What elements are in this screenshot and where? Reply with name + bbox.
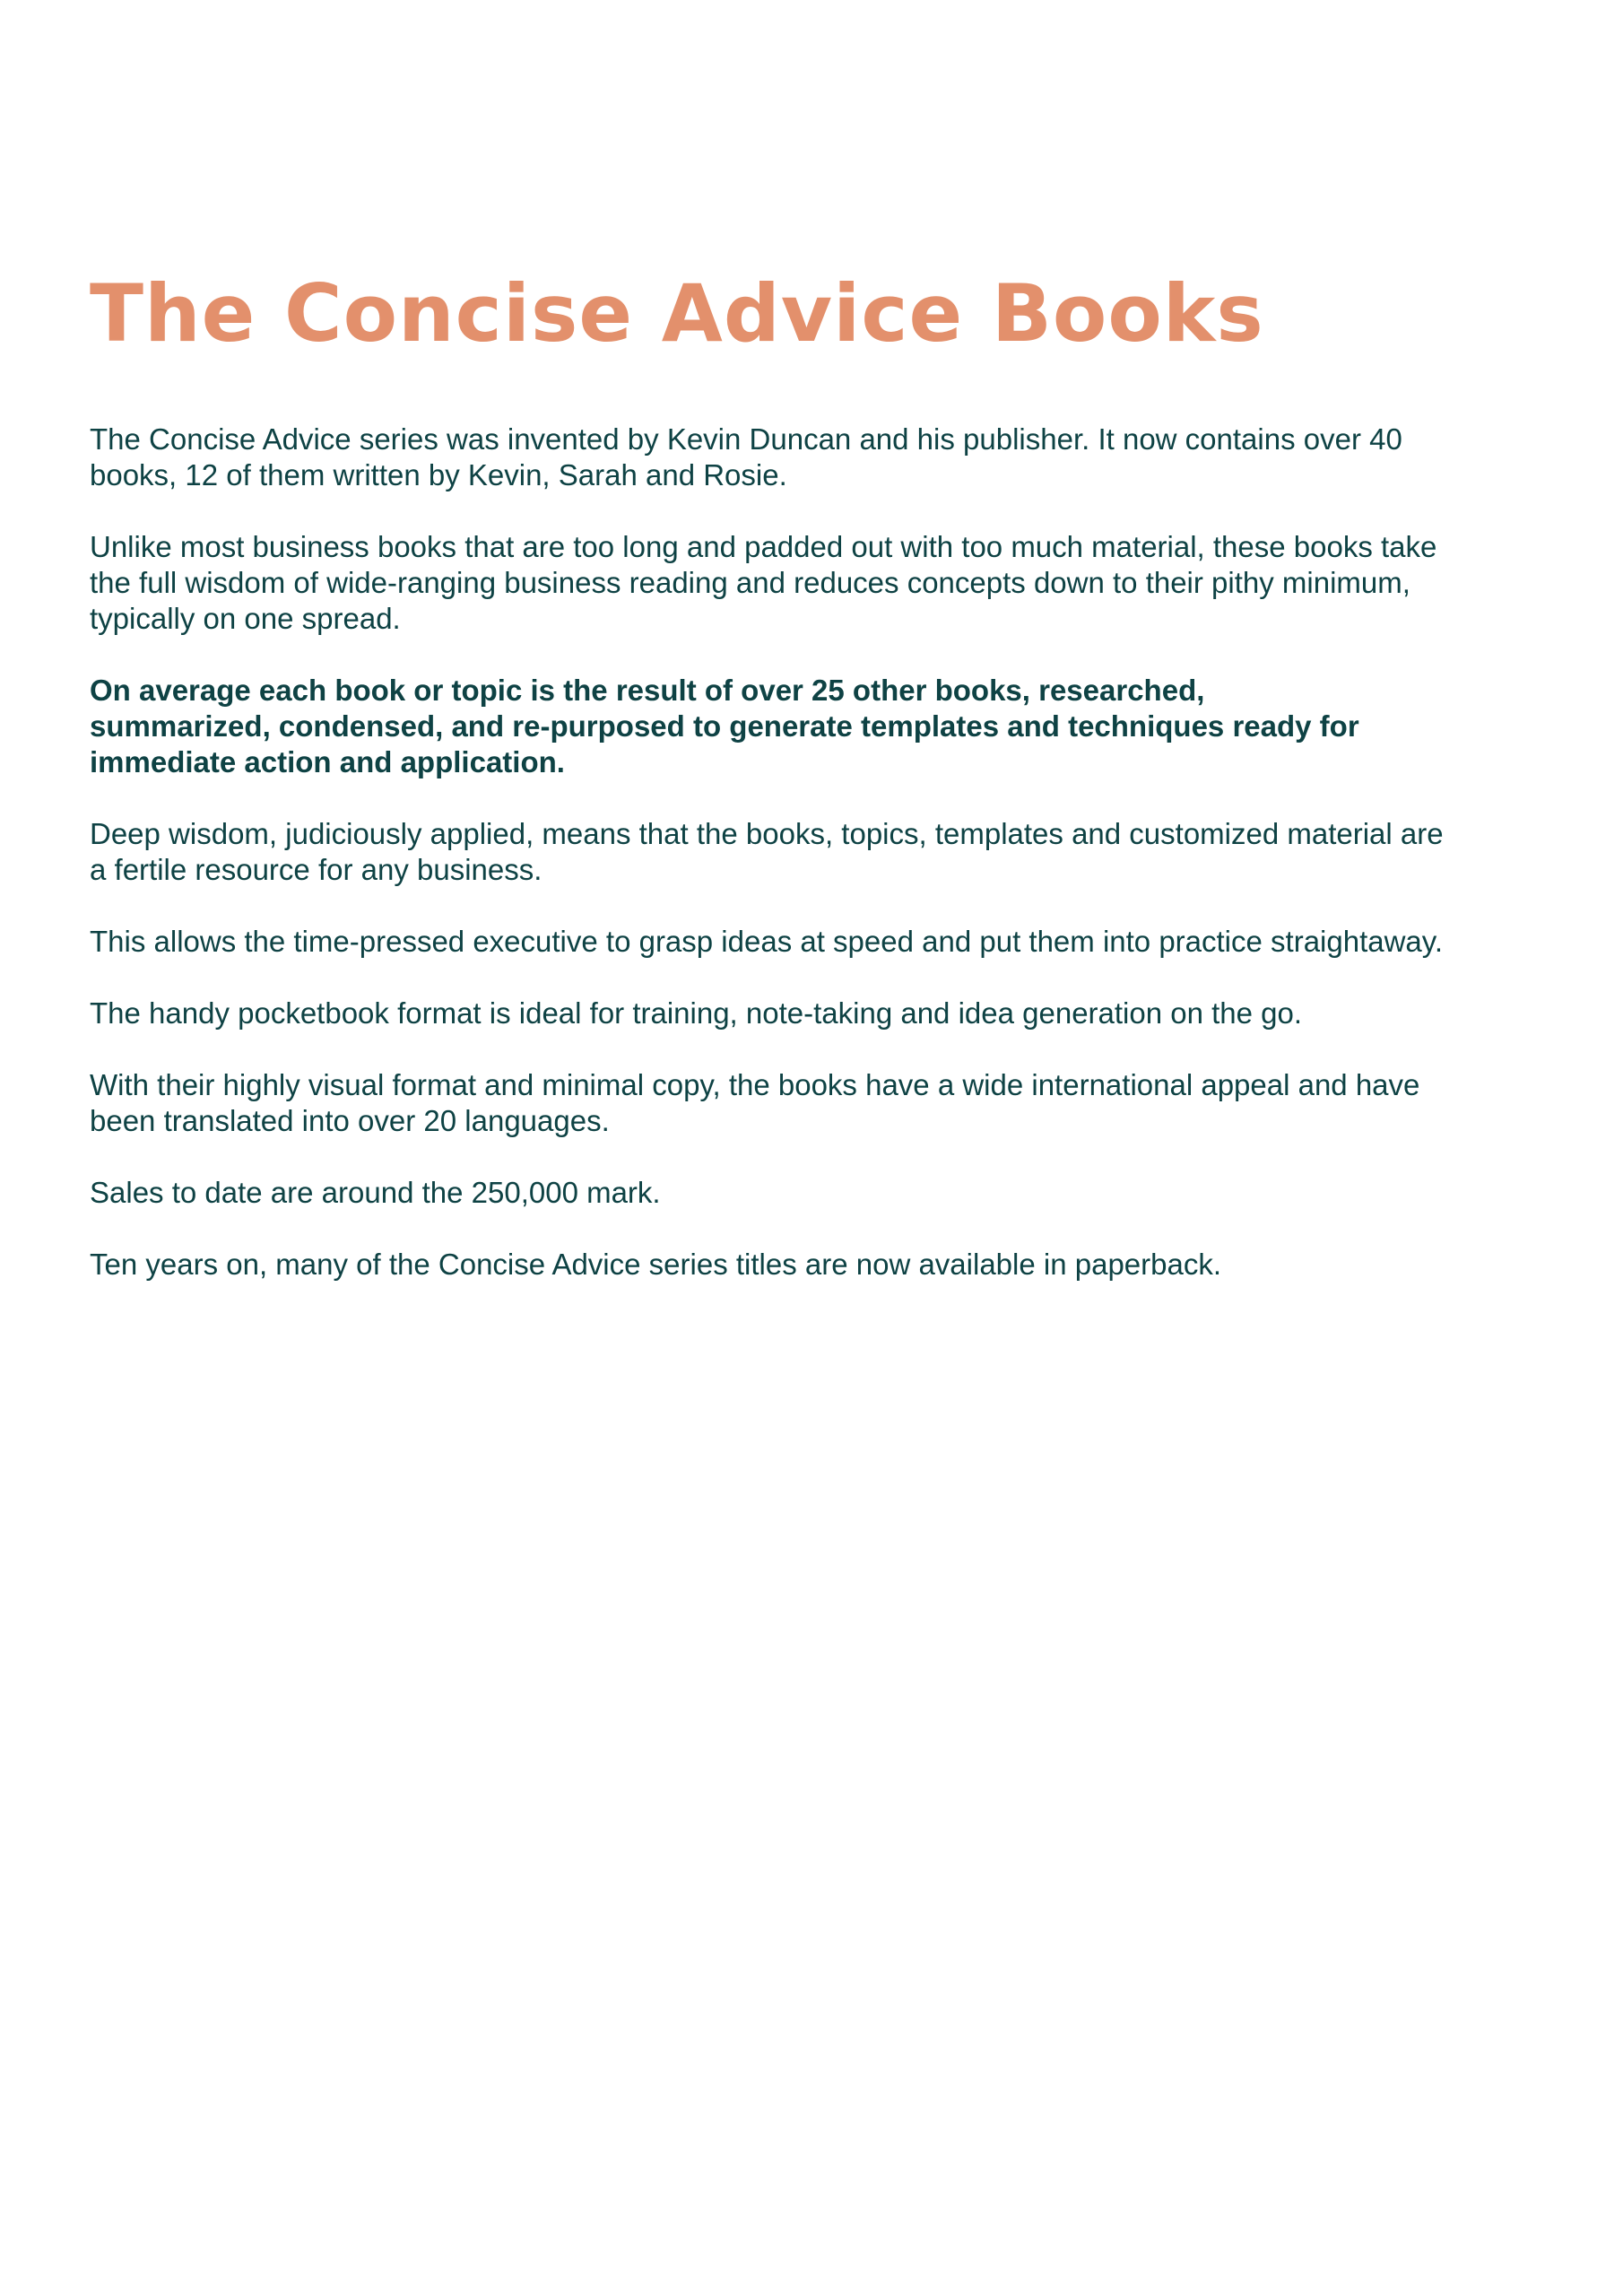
- paragraph-series-origin: The Concise Advice series was invented by Kevin Duncan and his publisher. It now contains over 40 books, 12 of them written by Kevin, Sarah and Rosie.: [90, 422, 1402, 491]
- paragraph-concept: Unlike most business books that are too long and padded out with too much material, these books take the full wisdom of wide-ranging business reading and reduces concepts down to their pithy minimum, typically on one spread.: [90, 530, 1437, 635]
- paragraph-deep-wisdom: Deep wisdom, judiciously applied, means that the books, topics, templates and customized material are a fertile resource for any business.: [90, 817, 1444, 886]
- paragraph-sales: Sales to date are around the 250,000 mark.: [90, 1176, 661, 1209]
- page-title: The Concise Advice Books: [90, 267, 1264, 360]
- paragraph-pocketbook: The handy pocketbook format is ideal for training, note-taking and idea generation on the go.: [90, 996, 1303, 1030]
- body-text: [90, 422, 1453, 1283]
- paragraph-international: With their highly visual format and minimal copy, the books have a wide international appeal and have been translated into over 20 languages.: [90, 1068, 1420, 1137]
- paragraph-research-highlight: On average each book or topic is the result of over 25 other books, researched, summarized, condensed, and re-purposed to generate templates and techniques ready for immediate action and application.: [90, 674, 1359, 778]
- paragraph-time-pressed: This allows the time-pressed executive to grasp ideas at speed and put them into practice straightaway.: [90, 925, 1444, 958]
- paragraph-paperback: Ten years on, many of the Concise Advice series titles are now available in paperback.: [90, 1248, 1222, 1281]
- page-content: [90, 269, 1453, 1318]
